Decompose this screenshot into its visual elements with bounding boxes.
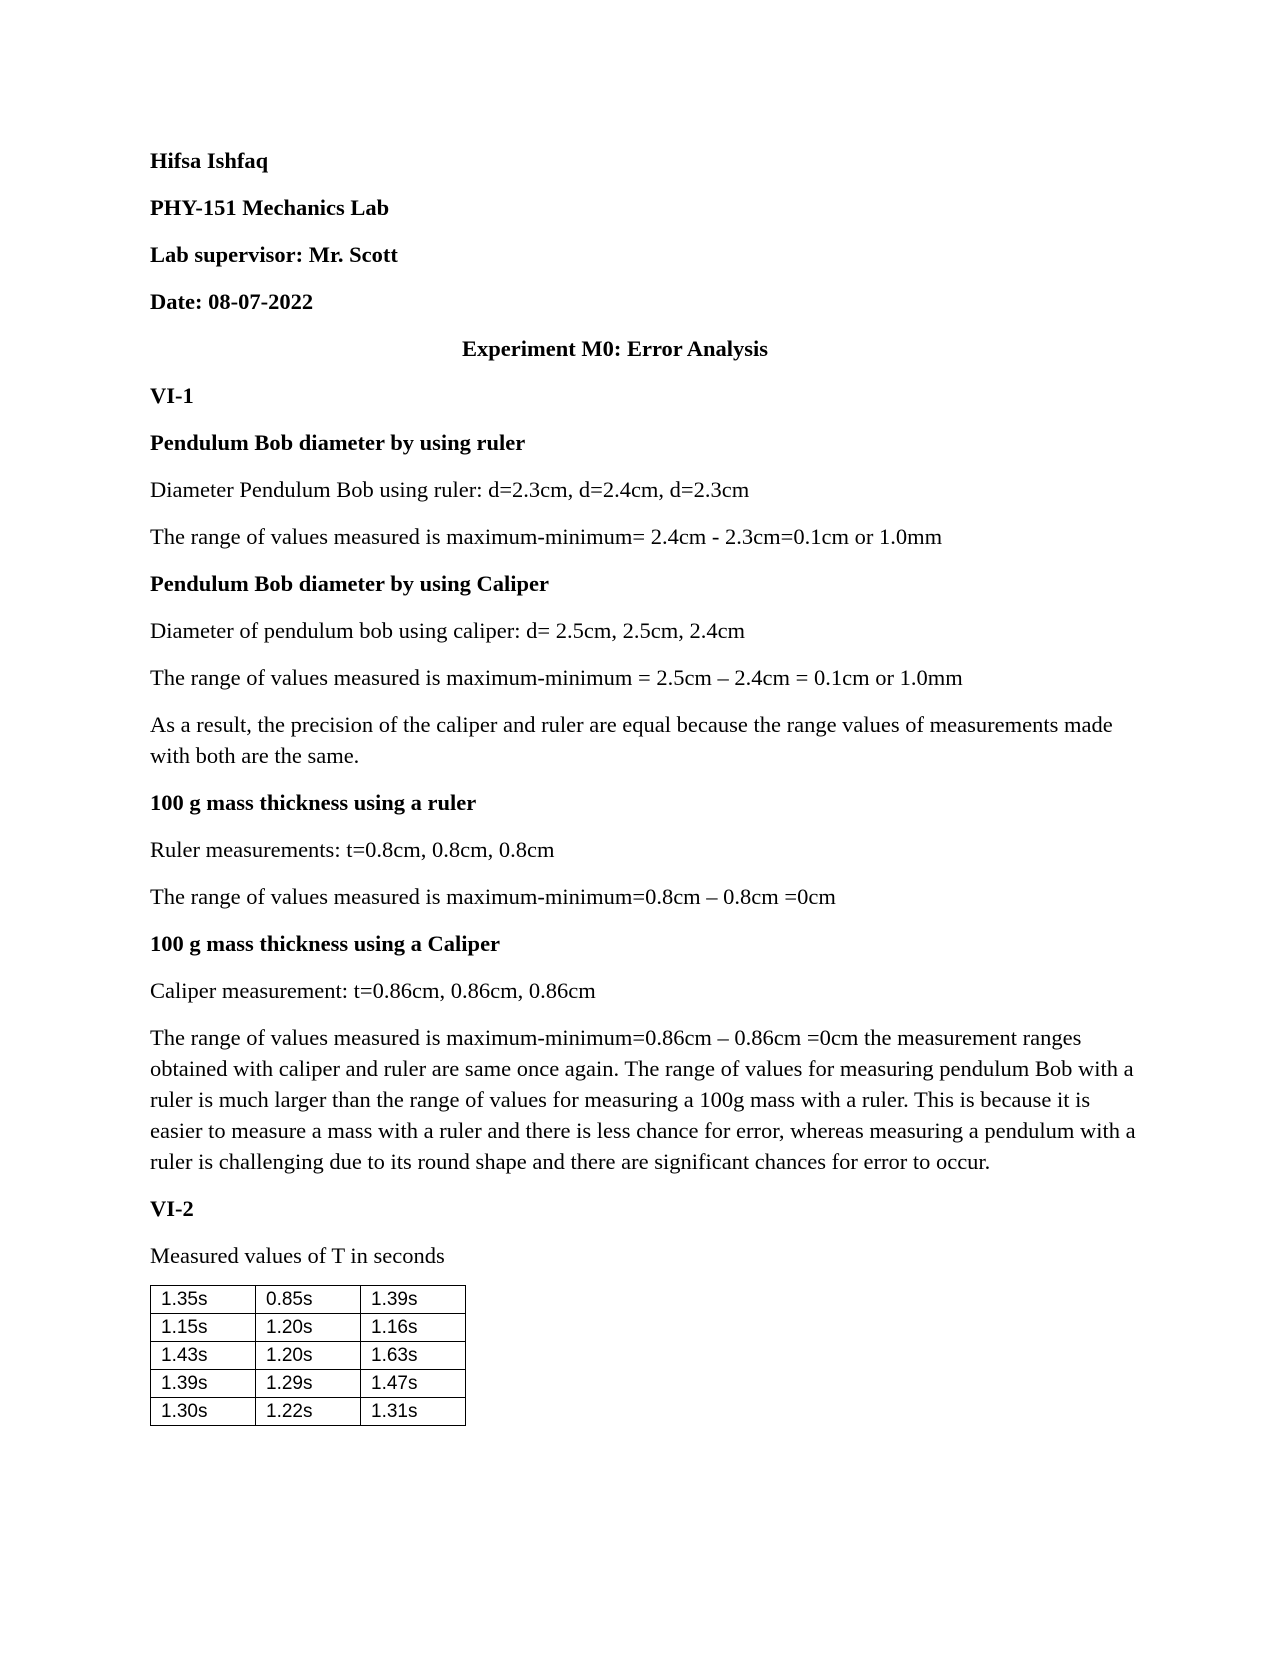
ruler-mass-range: The range of values measured is maximum-minimum=0.8cm – 0.8cm =0cm (150, 884, 836, 909)
bob-conclusion: As a result, the precision of the caliper and ruler are equal because the range values of measurements made with both are the same. (150, 712, 1113, 768)
table-cell: 1.30s (151, 1398, 256, 1426)
caliper-bob-values: Diameter of pendulum bob using caliper: d= 2.5cm, 2.5cm, 2.4cm (150, 618, 746, 643)
table-cell: 0.85s (256, 1286, 361, 1314)
table-cell: 1.39s (151, 1370, 256, 1398)
table-row (151, 1370, 466, 1398)
caliper-bob-heading: Pendulum Bob diameter by using Caliper (150, 571, 550, 596)
table-row (151, 1342, 466, 1370)
author-name: Hifsa Ishfaq (150, 148, 269, 173)
section-heading-vi2: VI-2 (150, 1196, 194, 1221)
period-measurements-table (150, 1285, 466, 1426)
table-cell: 1.16s (361, 1314, 466, 1342)
caliper-mass-values: Caliper measurement: t=0.86cm, 0.86cm, 0.86cm (150, 978, 596, 1003)
t-table-caption: Measured values of T in seconds (150, 1243, 445, 1268)
table-row (151, 1286, 466, 1314)
ruler-bob-values: Diameter Pendulum Bob using ruler: d=2.3cm, d=2.4cm, d=2.3cm (150, 477, 750, 502)
table-cell: 1.29s (256, 1370, 361, 1398)
course-name: PHY-151 Mechanics Lab (150, 195, 390, 220)
table-cell: 1.20s (256, 1342, 361, 1370)
ruler-bob-range: The range of values measured is maximum-minimum= 2.4cm - 2.3cm=0.1cm or 1.0mm (150, 524, 943, 549)
table-cell: 1.47s (361, 1370, 466, 1398)
caliper-mass-heading: 100 g mass thickness using a Caliper (150, 931, 501, 956)
caliper-bob-range: The range of values measured is maximum-minimum = 2.5cm – 2.4cm = 0.1cm or 1.0mm (150, 665, 963, 690)
table-row (151, 1314, 466, 1342)
ruler-bob-heading: Pendulum Bob diameter by using ruler (150, 430, 526, 455)
table-cell: 1.31s (361, 1398, 466, 1426)
table-cell: 1.63s (361, 1342, 466, 1370)
ruler-mass-values: Ruler measurements: t=0.8cm, 0.8cm, 0.8cm (150, 837, 555, 862)
table-cell: 1.35s (151, 1286, 256, 1314)
report-date: Date: 08-07-2022 (150, 289, 314, 314)
document-page (150, 145, 1140, 1426)
lab-supervisor: Lab supervisor: Mr. Scott (150, 242, 398, 267)
ruler-mass-heading: 100 g mass thickness using a ruler (150, 790, 477, 815)
caliper-mass-range: The range of values measured is maximum-minimum=0.86cm – 0.86cm =0cm the measurement ranges obtained with caliper and ruler are same once again. The range of values for measuring pendulum Bob with a ruler is much larger than the range of values for measuring a 100g mass with a ruler. This is because it is easier to measure a mass with a ruler and there is less chance for error, whereas measuring a pendulum with a ruler is challenging due to its round shape and there are significant chances for error to occur. (150, 1025, 1136, 1174)
table-cell: 1.22s (256, 1398, 361, 1426)
table-cell: 1.20s (256, 1314, 361, 1342)
experiment-title: Experiment M0: Error Analysis (461, 336, 769, 361)
section-heading-vi1: VI-1 (150, 383, 194, 408)
table-cell: 1.15s (151, 1314, 256, 1342)
table-row (151, 1398, 466, 1426)
table-cell: 1.43s (151, 1342, 256, 1370)
table-cell: 1.39s (361, 1286, 466, 1314)
